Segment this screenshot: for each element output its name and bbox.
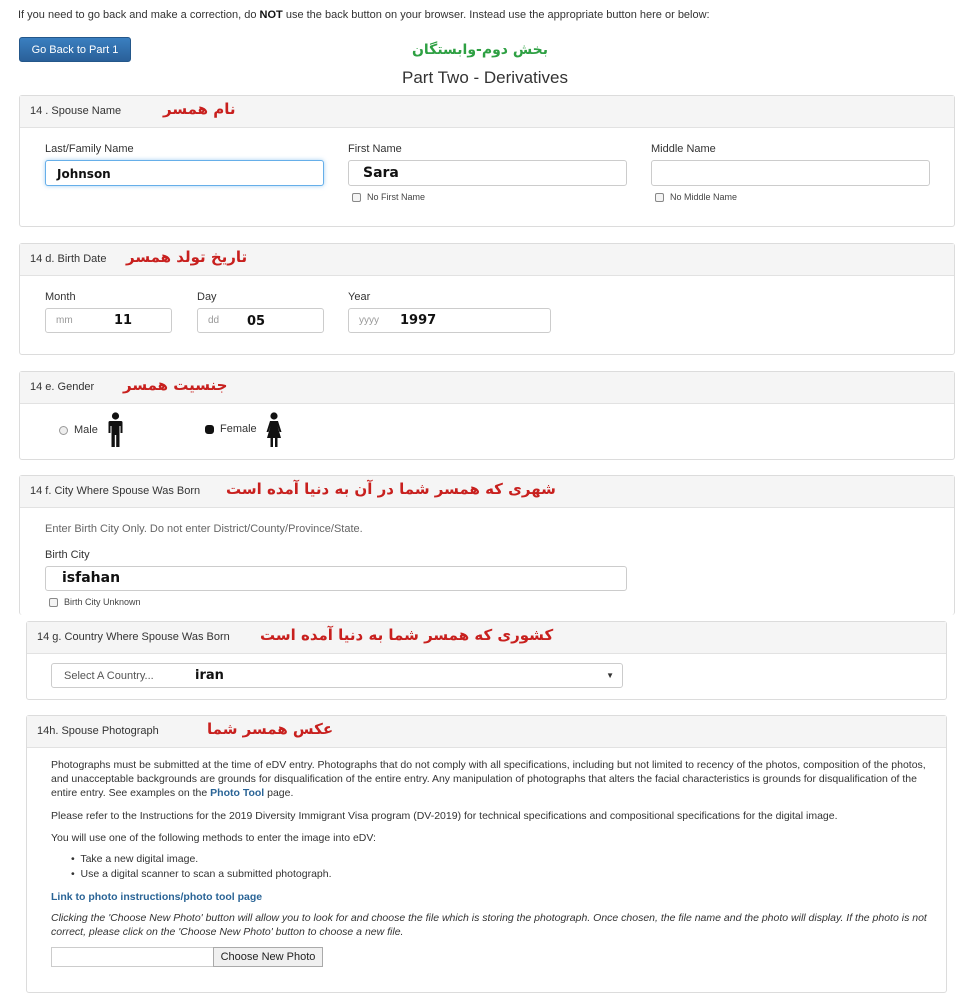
photo-requirements-text [51,758,927,800]
country-value: iran [195,668,224,683]
male-figure-icon [107,412,124,448]
birth-city-panel [19,475,955,615]
year-placeholder: yyyy [359,315,379,326]
photo-tool-link[interactable]: Photo Tool [210,787,265,799]
note-text-end: use the back button on your browser. Instead use the appropriate button here or below: [282,9,710,21]
choose-photo-note: Clicking the 'Choose New Photo' button will allow you to look for and choose the file which is storing the photograph. Once chosen, the file name and the photo will display. If the photo is not correct, please click on the 'Choose New Photo' button to choose a new file. [51,912,927,938]
choose-new-photo-button[interactable]: Choose New Photo [213,947,323,967]
note-text: If you need to go back and make a correction, do [18,9,260,21]
first-name-value: Sara [363,165,399,181]
checkbox-box[interactable] [352,193,361,202]
year-label: Year [348,291,371,303]
last-name-input[interactable] [45,160,324,186]
panel-label-persian: جنسیت همسر [123,376,228,394]
gender-male-radio[interactable] [59,424,98,436]
radio-label: Female [220,423,257,435]
month-value: 11 [114,313,133,328]
day-value: 05 [247,314,266,329]
no-middle-name-checkbox[interactable] [655,192,737,202]
photo-panel [26,715,947,993]
panel-label-persian: عکس همسر شما [207,720,334,738]
middle-name-input[interactable] [651,160,930,186]
gender-panel [19,371,955,460]
checkbox-label: No First Name [367,192,426,202]
panel-label-persian: نام همسر [163,100,236,118]
day-placeholder: dd [208,315,220,326]
birth-date-panel [19,243,955,355]
birth-city-instruction: Enter Birth City Only. Do not enter District/County/Province/State. [45,523,363,535]
photo-instructions-link[interactable]: Link to photo instructions/photo tool page [51,891,263,903]
panel-label: 14 f. City Where Spouse Was Born [30,485,201,497]
radio-dot[interactable] [59,426,68,435]
panel-header [20,96,954,128]
panel-label: 14h. Spouse Photograph [37,725,159,737]
part-title: Part Two - Derivatives [402,68,568,87]
first-name-input[interactable] [348,160,627,186]
panel-label-persian: کشوری که همسر شما به دنیا آمده است [260,626,554,644]
dropdown-caret-icon: ▼ [606,671,614,680]
photo-method-item: • Use a digital scanner to scan a submitted photograph. [71,868,332,880]
photo-method-label: Take a new digital image. [80,853,199,865]
navigation-note [18,9,710,21]
go-back-button[interactable]: Go Back to Part 1 [19,37,131,62]
panel-header [20,372,954,404]
panel-header [20,244,954,276]
gender-female-radio[interactable] [205,423,257,435]
day-label: Day [197,291,217,303]
first-name-label: First Name [348,143,402,155]
note-bold: NOT [259,9,283,21]
month-label: Month [45,291,76,303]
birth-city-unknown-checkbox[interactable] [49,597,141,607]
radio-dot-selected[interactable] [205,425,214,434]
photo-instructions-text: Please refer to the Instructions for the 2019 Diversity Immigrant Visa program (DV-2019) for technical specifications and compositional specifications for the digital image. [51,810,838,822]
panel-header [27,622,946,654]
year-value: 1997 [400,313,437,328]
photo-file-name-field[interactable] [51,947,214,967]
country-select[interactable] [51,663,623,688]
last-name-label: Last/Family Name [45,143,134,155]
part-title-persian: بخش دوم-وابستگان [411,42,549,58]
spouse-name-panel [19,95,955,227]
last-name-value: Johnson [57,167,111,181]
no-first-name-checkbox[interactable] [352,192,425,202]
photo-requirements-body: Photographs must be submitted at the time of eDV entry. Photographs that do not comply with all specifications, including but not limited to recency of the photos, composition of the photos, and unacceptable backgrounds are grounds for disqualification of the entire entry. Any manipulation of photographs that alters the facial characteristics is grounds for disqualification of the entire entry. See examples on the [51,759,926,799]
panel-label: 14 g. Country Where Spouse Was Born [37,631,230,643]
panel-header [20,476,954,508]
panel-label-persian: شهری که همسر شما در آن به دنیا آمده است [226,480,556,498]
checkbox-label: Birth City Unknown [64,597,141,607]
photo-requirements-end: page. [264,787,294,799]
photo-method-label: Use a digital scanner to scan a submitted photograph. [80,868,332,880]
birth-city-input[interactable] [45,566,627,591]
middle-name-label: Middle Name [651,143,716,155]
month-placeholder: mm [56,315,73,326]
checkbox-box[interactable] [49,598,58,607]
female-figure-icon [265,412,283,448]
birth-country-panel [26,621,947,700]
day-input[interactable] [197,308,324,333]
panel-label-persian: تاریخ تولد همسر [126,248,248,266]
panel-label: 14 . Spouse Name [30,105,122,117]
country-select-placeholder: Select A Country... [64,670,154,682]
photo-methods-text: You will use one of the following methods to enter the image into eDV: [51,832,376,844]
panel-header [27,716,946,748]
radio-label: Male [74,424,98,436]
birth-city-value: isfahan [62,570,121,586]
checkbox-label: No Middle Name [670,192,738,202]
checkbox-box[interactable] [655,193,664,202]
year-input[interactable] [348,308,551,333]
photo-method-item: • Take a new digital image. [71,853,199,865]
panel-label: 14 e. Gender [30,381,95,393]
month-input[interactable] [45,308,172,333]
panel-label: 14 d. Birth Date [30,253,107,265]
birth-city-label: Birth City [45,549,90,561]
